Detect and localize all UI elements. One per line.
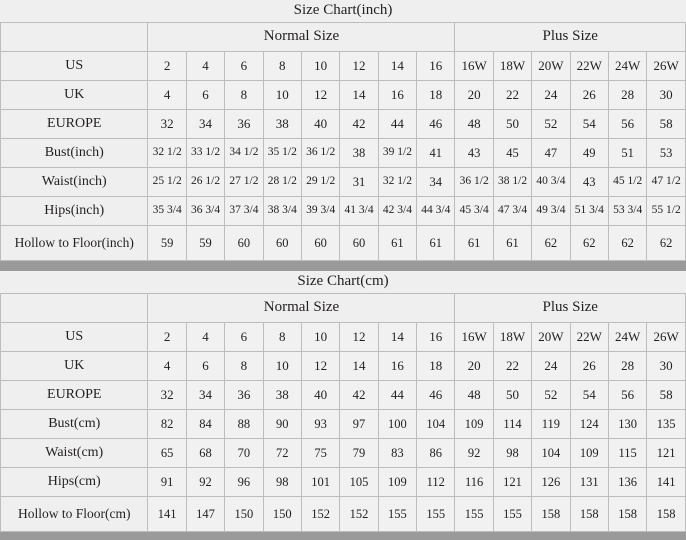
chart-title: Size Chart(inch) — [1, 0, 686, 23]
chart-title: Size Chart(cm) — [1, 271, 686, 294]
table-cell: 141 — [148, 497, 186, 532]
table-cell: 56 — [608, 381, 646, 410]
table-cell: 119 — [532, 410, 570, 439]
table-cell: 24W — [608, 323, 646, 352]
table-cell: 88 — [225, 410, 263, 439]
table-cell: 22 — [493, 352, 531, 381]
table-cell: 20 — [455, 352, 493, 381]
table-cell: 92 — [455, 439, 493, 468]
table-cell: 29 1/2 — [301, 168, 339, 197]
table-cell: 16W — [455, 323, 493, 352]
row-label: UK — [1, 81, 148, 110]
table-cell: 8 — [225, 352, 263, 381]
table-cell: 38 3/4 — [263, 197, 301, 226]
table-cell: 28 1/2 — [263, 168, 301, 197]
table-cell: 36 — [225, 381, 263, 410]
table-cell: 18W — [493, 52, 531, 81]
table-cell: 4 — [148, 81, 186, 110]
table-row — [1, 110, 686, 139]
table-cell: 40 3/4 — [532, 168, 570, 197]
size-chart-cm — [0, 271, 686, 532]
row-label: EUROPE — [1, 381, 148, 410]
table-cell: 16 — [417, 52, 455, 81]
table-cell: 10 — [301, 52, 339, 81]
table-cell: 16W — [455, 52, 493, 81]
table-cell: 8 — [225, 81, 263, 110]
table-cell: 22W — [570, 52, 608, 81]
table-cell: 70 — [225, 439, 263, 468]
table-cell: 109 — [570, 439, 608, 468]
table-cell: 43 — [455, 139, 493, 168]
table-cell: 50 — [493, 110, 531, 139]
table-cell: 131 — [570, 468, 608, 497]
table-cell: 4 — [186, 52, 224, 81]
table-cell: 60 — [225, 226, 263, 261]
table-cell: 104 — [532, 439, 570, 468]
table-cell: 98 — [493, 439, 531, 468]
group-normal-size: Normal Size — [148, 23, 455, 52]
table-cell: 59 — [148, 226, 186, 261]
size-chart-inch — [0, 0, 686, 261]
table-cell: 46 — [417, 110, 455, 139]
table-cell: 18 — [417, 352, 455, 381]
table-cell: 42 — [340, 110, 378, 139]
table-cell: 41 — [417, 139, 455, 168]
table-cell: 59 — [186, 226, 224, 261]
table-cell: 45 — [493, 139, 531, 168]
table-cell: 14 — [378, 52, 416, 81]
table-cell: 93 — [301, 410, 339, 439]
table-cell: 18W — [493, 323, 531, 352]
table-cell: 68 — [186, 439, 224, 468]
table-cell: 158 — [647, 497, 686, 532]
table-cell: 126 — [532, 468, 570, 497]
table-cell: 147 — [186, 497, 224, 532]
table-cell: 72 — [263, 439, 301, 468]
table-row — [1, 439, 686, 468]
table-cell: 44 3/4 — [417, 197, 455, 226]
table-cell: 12 — [301, 352, 339, 381]
table-cell: 42 3/4 — [378, 197, 416, 226]
row-label: Hollow to Floor(cm) — [1, 497, 148, 532]
table-cell: 158 — [608, 497, 646, 532]
table-cell: 42 — [340, 381, 378, 410]
table-cell: 158 — [570, 497, 608, 532]
table-cell: 55 1/2 — [647, 197, 686, 226]
chart-title-row — [1, 271, 686, 294]
table-cell: 31 — [340, 168, 378, 197]
table-cell: 62 — [647, 226, 686, 261]
table-cell: 46 — [417, 381, 455, 410]
table-cell: 14 — [378, 323, 416, 352]
table-cell: 62 — [608, 226, 646, 261]
table-cell: 18 — [417, 81, 455, 110]
table-cell: 47 1/2 — [647, 168, 686, 197]
table-cell: 2 — [148, 323, 186, 352]
table-cell: 12 — [340, 323, 378, 352]
table-cell: 2 — [148, 52, 186, 81]
row-label: US — [1, 52, 148, 81]
table-cell: 100 — [378, 410, 416, 439]
row-label: Bust(cm) — [1, 410, 148, 439]
table-cell: 8 — [263, 52, 301, 81]
table-row — [1, 226, 686, 261]
table-cell: 98 — [263, 468, 301, 497]
table-cell: 105 — [340, 468, 378, 497]
table-cell: 4 — [148, 352, 186, 381]
table-cell: 48 — [455, 110, 493, 139]
table-row — [1, 81, 686, 110]
table-cell: 155 — [378, 497, 416, 532]
table-cell: 60 — [263, 226, 301, 261]
table-row — [1, 381, 686, 410]
table-cell: 20W — [532, 323, 570, 352]
chart-title-row — [1, 0, 686, 23]
table-row — [1, 497, 686, 532]
table-cell: 16 — [378, 352, 416, 381]
table-cell: 101 — [301, 468, 339, 497]
table-cell: 36 1/2 — [301, 139, 339, 168]
table-cell: 20W — [532, 52, 570, 81]
table-cell: 62 — [532, 226, 570, 261]
table-cell: 26W — [647, 323, 686, 352]
table-cell: 30 — [647, 352, 686, 381]
table-cell: 32 — [148, 381, 186, 410]
table-cell: 50 — [493, 381, 531, 410]
table-cell: 155 — [493, 497, 531, 532]
table-cell: 44 — [378, 381, 416, 410]
table-cell: 22 — [493, 81, 531, 110]
table-cell: 24 — [532, 352, 570, 381]
row-label: Bust(inch) — [1, 139, 148, 168]
row-label: EUROPE — [1, 110, 148, 139]
table-cell: 121 — [493, 468, 531, 497]
table-cell: 24 — [532, 81, 570, 110]
table-cell: 10 — [301, 323, 339, 352]
table-cell: 10 — [263, 81, 301, 110]
table-cell: 35 1/2 — [263, 139, 301, 168]
table-cell: 109 — [455, 410, 493, 439]
group-plus-size: Plus Size — [455, 23, 686, 52]
table-cell: 61 — [417, 226, 455, 261]
table-cell: 14 — [340, 81, 378, 110]
table-cell: 16 — [378, 81, 416, 110]
table-cell: 38 — [340, 139, 378, 168]
table-cell: 16 — [417, 323, 455, 352]
table-row — [1, 468, 686, 497]
table-cell: 36 1/2 — [455, 168, 493, 197]
table-cell: 39 1/2 — [378, 139, 416, 168]
table-row — [1, 410, 686, 439]
table-cell: 26W — [647, 52, 686, 81]
table-cell: 61 — [455, 226, 493, 261]
table-cell: 6 — [225, 323, 263, 352]
table-cell: 6 — [186, 352, 224, 381]
table-cell: 96 — [225, 468, 263, 497]
table-cell: 54 — [570, 110, 608, 139]
table-cell: 152 — [301, 497, 339, 532]
table-cell: 10 — [263, 352, 301, 381]
table-cell: 45 3/4 — [455, 197, 493, 226]
table-cell: 92 — [186, 468, 224, 497]
table-cell: 22W — [570, 323, 608, 352]
group-row-blank-cell — [1, 23, 148, 52]
table-cell: 124 — [570, 410, 608, 439]
table-cell: 61 — [378, 226, 416, 261]
table-cell: 26 1/2 — [186, 168, 224, 197]
page-bottom-spacer — [0, 532, 686, 540]
table-cell: 39 3/4 — [301, 197, 339, 226]
table-cell: 27 1/2 — [225, 168, 263, 197]
table-cell: 41 3/4 — [340, 197, 378, 226]
table-cell: 60 — [340, 226, 378, 261]
table-cell: 48 — [455, 381, 493, 410]
table-cell: 109 — [378, 468, 416, 497]
table-row — [1, 52, 686, 81]
table-cell: 40 — [301, 110, 339, 139]
table-cell: 152 — [340, 497, 378, 532]
size-chart-inch-table — [0, 0, 686, 261]
table-cell: 130 — [608, 410, 646, 439]
table-cell: 34 — [417, 168, 455, 197]
table-cell: 104 — [417, 410, 455, 439]
table-cell: 86 — [417, 439, 455, 468]
table-cell: 34 — [186, 381, 224, 410]
table-cell: 6 — [225, 52, 263, 81]
table-cell: 116 — [455, 468, 493, 497]
table-cell: 32 1/2 — [378, 168, 416, 197]
table-cell: 33 1/2 — [186, 139, 224, 168]
table-cell: 28 — [608, 81, 646, 110]
table-cell: 112 — [417, 468, 455, 497]
row-label: US — [1, 323, 148, 352]
chart-divider — [0, 261, 686, 271]
table-cell: 79 — [340, 439, 378, 468]
group-row-blank-cell — [1, 294, 148, 323]
table-cell: 49 — [570, 139, 608, 168]
table-row — [1, 168, 686, 197]
row-label: UK — [1, 352, 148, 381]
table-cell: 26 — [570, 81, 608, 110]
table-cell: 155 — [417, 497, 455, 532]
size-chart-cm-table — [0, 271, 686, 532]
table-cell: 14 — [340, 352, 378, 381]
table-cell: 35 3/4 — [148, 197, 186, 226]
table-cell: 75 — [301, 439, 339, 468]
table-cell: 32 1/2 — [148, 139, 186, 168]
table-cell: 60 — [301, 226, 339, 261]
row-label: Hollow to Floor(inch) — [1, 226, 148, 261]
chart-group-row — [1, 23, 686, 52]
row-label: Waist(cm) — [1, 439, 148, 468]
group-normal-size: Normal Size — [148, 294, 455, 323]
table-cell: 135 — [647, 410, 686, 439]
table-cell: 47 3/4 — [493, 197, 531, 226]
table-cell: 12 — [340, 52, 378, 81]
table-cell: 38 — [263, 110, 301, 139]
table-cell: 24W — [608, 52, 646, 81]
table-cell: 141 — [647, 468, 686, 497]
table-cell: 58 — [647, 110, 686, 139]
table-cell: 12 — [301, 81, 339, 110]
table-cell: 26 — [570, 352, 608, 381]
table-cell: 54 — [570, 381, 608, 410]
table-cell: 121 — [647, 439, 686, 468]
table-cell: 61 — [493, 226, 531, 261]
table-cell: 53 3/4 — [608, 197, 646, 226]
table-cell: 82 — [148, 410, 186, 439]
table-cell: 91 — [148, 468, 186, 497]
table-cell: 34 1/2 — [225, 139, 263, 168]
table-cell: 114 — [493, 410, 531, 439]
table-cell: 52 — [532, 110, 570, 139]
table-cell: 28 — [608, 352, 646, 381]
table-cell: 47 — [532, 139, 570, 168]
table-cell: 65 — [148, 439, 186, 468]
row-label: Hips(inch) — [1, 197, 148, 226]
row-label: Waist(inch) — [1, 168, 148, 197]
table-cell: 44 — [378, 110, 416, 139]
table-cell: 150 — [225, 497, 263, 532]
table-cell: 58 — [647, 381, 686, 410]
table-row — [1, 139, 686, 168]
table-cell: 6 — [186, 81, 224, 110]
table-cell: 97 — [340, 410, 378, 439]
table-cell: 37 3/4 — [225, 197, 263, 226]
table-cell: 4 — [186, 323, 224, 352]
table-row — [1, 323, 686, 352]
table-cell: 38 — [263, 381, 301, 410]
table-cell: 45 1/2 — [608, 168, 646, 197]
table-cell: 51 — [608, 139, 646, 168]
table-cell: 40 — [301, 381, 339, 410]
row-label: Hips(cm) — [1, 468, 148, 497]
table-cell: 150 — [263, 497, 301, 532]
table-cell: 136 — [608, 468, 646, 497]
table-row — [1, 352, 686, 381]
table-cell: 51 3/4 — [570, 197, 608, 226]
table-cell: 20 — [455, 81, 493, 110]
table-cell: 90 — [263, 410, 301, 439]
table-cell: 83 — [378, 439, 416, 468]
table-cell: 30 — [647, 81, 686, 110]
table-cell: 56 — [608, 110, 646, 139]
table-row — [1, 197, 686, 226]
group-plus-size: Plus Size — [455, 294, 686, 323]
table-cell: 158 — [532, 497, 570, 532]
chart-group-row — [1, 294, 686, 323]
table-cell: 32 — [148, 110, 186, 139]
table-cell: 34 — [186, 110, 224, 139]
table-cell: 52 — [532, 381, 570, 410]
table-cell: 25 1/2 — [148, 168, 186, 197]
table-cell: 62 — [570, 226, 608, 261]
table-cell: 43 — [570, 168, 608, 197]
table-cell: 36 — [225, 110, 263, 139]
table-cell: 8 — [263, 323, 301, 352]
table-cell: 36 3/4 — [186, 197, 224, 226]
table-cell: 38 1/2 — [493, 168, 531, 197]
table-cell: 53 — [647, 139, 686, 168]
table-cell: 49 3/4 — [532, 197, 570, 226]
table-cell: 115 — [608, 439, 646, 468]
table-cell: 155 — [455, 497, 493, 532]
table-cell: 84 — [186, 410, 224, 439]
